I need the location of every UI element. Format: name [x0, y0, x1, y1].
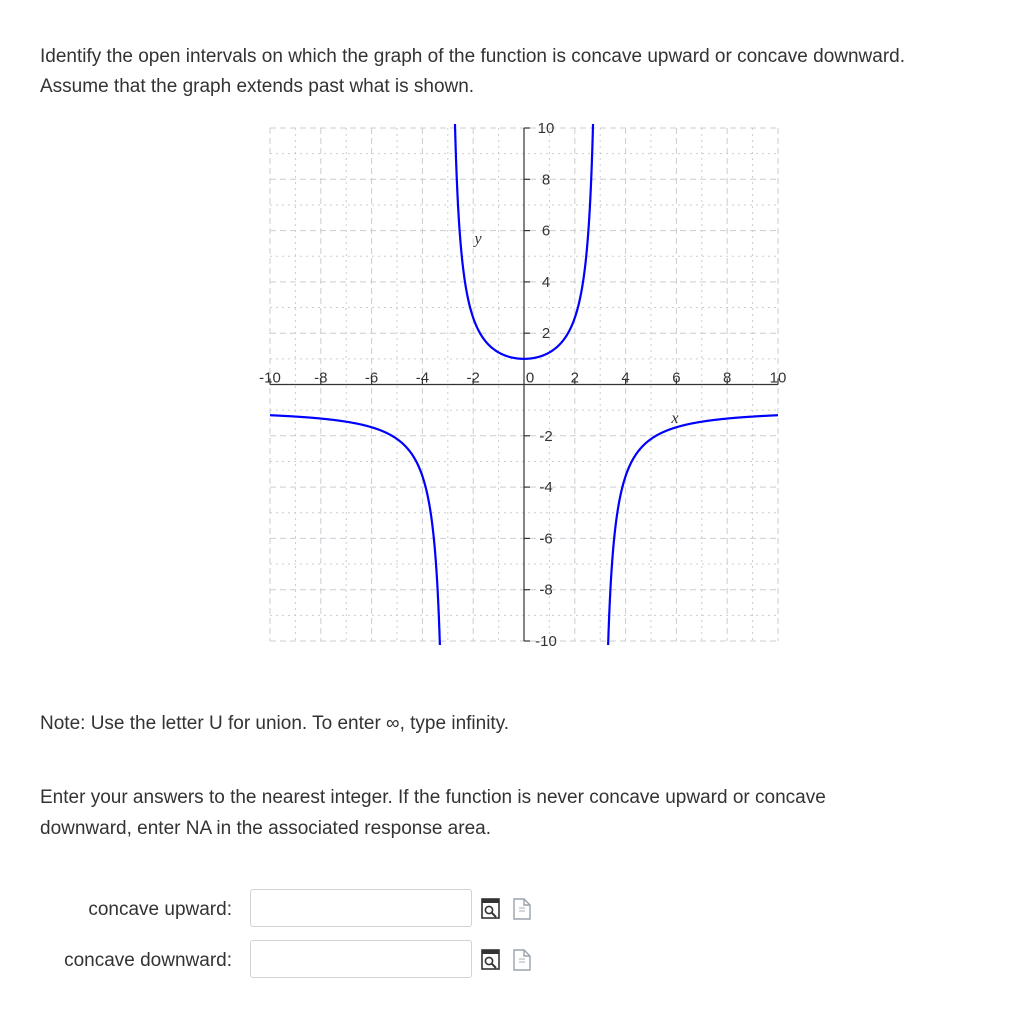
y-tick-label: 10 — [537, 120, 555, 137]
x-tick-label: 6 — [672, 369, 681, 387]
concave-upward-label: concave upward: — [88, 899, 232, 920]
preview-icon[interactable] — [481, 898, 501, 920]
x-tick-label: 4 — [621, 369, 630, 387]
x-tick-label: -10 — [259, 369, 281, 387]
y-tick-label: -6 — [539, 530, 553, 548]
question-line-1: Identify the open intervals on which the graph of the function is concave upward or concave downward. — [40, 46, 906, 67]
concave-downward-row — [0, 940, 1024, 982]
y-tick-label: -10 — [535, 633, 557, 650]
y-tick-label: 6 — [541, 222, 551, 240]
x-tick-label: -6 — [364, 369, 379, 387]
x-tick-label: 2 — [570, 369, 579, 387]
x-tick-label: 8 — [723, 369, 732, 387]
concave-upward-row — [0, 889, 1024, 931]
y-tick-label: -8 — [539, 581, 553, 599]
y-tick-label: 2 — [541, 325, 551, 343]
concave-upward-input[interactable] — [250, 889, 472, 927]
y-tick-label: -4 — [539, 479, 553, 497]
curve-right-branch — [602, 415, 778, 658]
question-line-2: Assume that the graph extends past what is shown. — [40, 76, 475, 97]
instructions-line-1: Enter your answers to the nearest integer. If the function is never concave upward or concave — [40, 787, 826, 808]
x-tick-label: 10 — [769, 369, 787, 387]
x-tick-label: -2 — [466, 369, 480, 387]
instructions-line-2: downward, enter NA in the associated response area. — [40, 818, 491, 839]
x-tick-label: 0 — [525, 369, 535, 387]
concave-downward-label: concave downward: — [64, 950, 232, 971]
x-tick-label: -8 — [314, 369, 328, 387]
note-text: Note: Use the letter U for union. To enter ∞, type infinity. — [40, 713, 510, 734]
curve-left-branch — [270, 415, 446, 658]
instructions-text — [40, 782, 970, 844]
preview-icon[interactable] — [481, 949, 501, 971]
help-icon[interactable] — [512, 898, 532, 920]
concave-downward-input[interactable] — [250, 940, 472, 978]
y-tick-label: 4 — [541, 273, 551, 291]
function-graph — [250, 118, 790, 658]
help-icon[interactable] — [512, 949, 532, 971]
x-tick-label: -4 — [415, 369, 430, 387]
y-tick-label: 8 — [541, 171, 551, 189]
y-tick-label: -2 — [539, 427, 553, 445]
x-axis-label: x — [671, 409, 679, 427]
graph-axes — [270, 128, 778, 641]
question-text — [40, 42, 1010, 102]
y-axis-label: y — [474, 230, 482, 248]
